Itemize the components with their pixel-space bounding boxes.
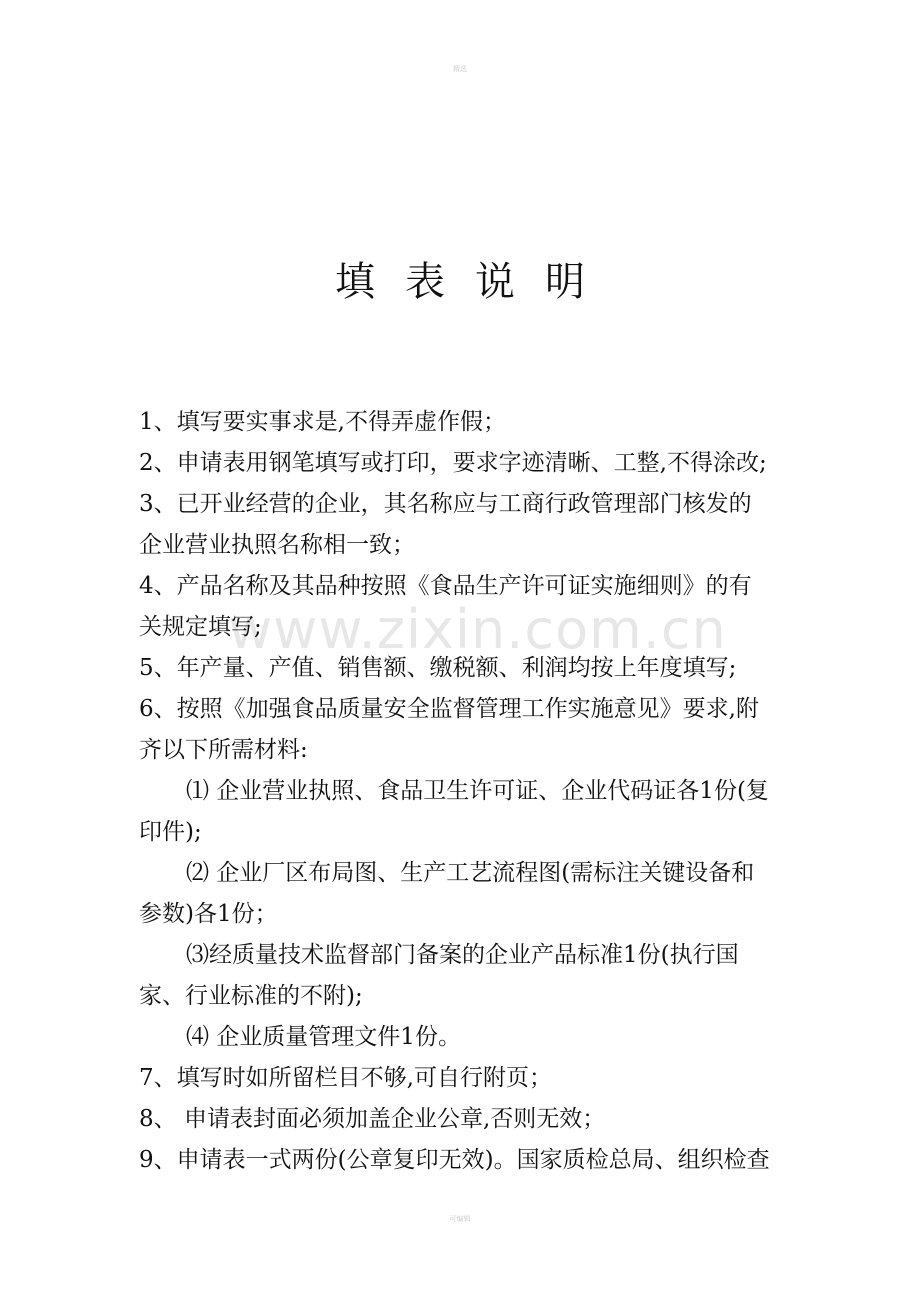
sub-item-4: ⑷ 企业质量管理文件1份。 — [186, 1024, 461, 1050]
instruction-line-5: 5、年产量、产值、销售额、缴税额、利润均按上年度填写; — [139, 655, 737, 681]
instruction-line-4-cont: 关规定填写; — [139, 614, 262, 640]
sub-item-1: ⑴ 企业营业执照、食品卫生许可证、企业代码证各1份(复 — [186, 778, 769, 804]
sub-item-3: ⑶经质量技术监督部门备案的企业产品标准1份(执行国 — [186, 942, 739, 968]
instruction-line-3-cont: 企业营业执照名称相一致； — [139, 532, 415, 558]
sub-item-2-cont: 参数)各1份； — [139, 901, 278, 927]
instruction-line-2: 2、申请表用钢笔填写或打印，要求字迹清晰、工整,不得涂改; — [139, 450, 767, 476]
instruction-line-6-cont: 齐以下所需材料: — [139, 737, 308, 763]
instruction-line-4: 4、产品名称及其品种按照《食品生产许可证实施细则》的有 — [139, 573, 752, 599]
sub-item-1-cont: 印件); — [139, 819, 202, 845]
instruction-line-6: 6、按照《加强食品质量安全监督管理工作实施意见》要求,附 — [139, 696, 759, 722]
instruction-line-7: 7、填写时如所留栏目不够,可自行附页； — [139, 1065, 552, 1091]
instruction-line-9: 9、申请表一式两份(公章复印无效)。国家质检总局、组织检查 — [139, 1147, 770, 1173]
instruction-line-3: 3、已开业经营的企业，其名称应与工商行政管理部门核发的 — [139, 491, 752, 517]
sub-item-3-cont: 家、行业标准的不附); — [139, 983, 363, 1009]
sub-item-2: ⑵ 企业厂区布局图、生产工艺流程图(需标注关键设备和 — [186, 860, 755, 886]
watermark: www.zixin.com.cn — [228, 598, 727, 661]
footer-mark: 可编辑 — [449, 1215, 471, 1223]
instruction-line-8: 8、 申请表封面必须加盖企业公章,否则无效； — [139, 1106, 606, 1132]
instruction-line-1: 1、填写要实事求是,不得弄虚作假； — [139, 409, 506, 435]
instructions-body — [139, 402, 787, 1181]
page-title: 填表说明 — [335, 259, 615, 305]
header-mark: 精选 — [453, 65, 467, 73]
